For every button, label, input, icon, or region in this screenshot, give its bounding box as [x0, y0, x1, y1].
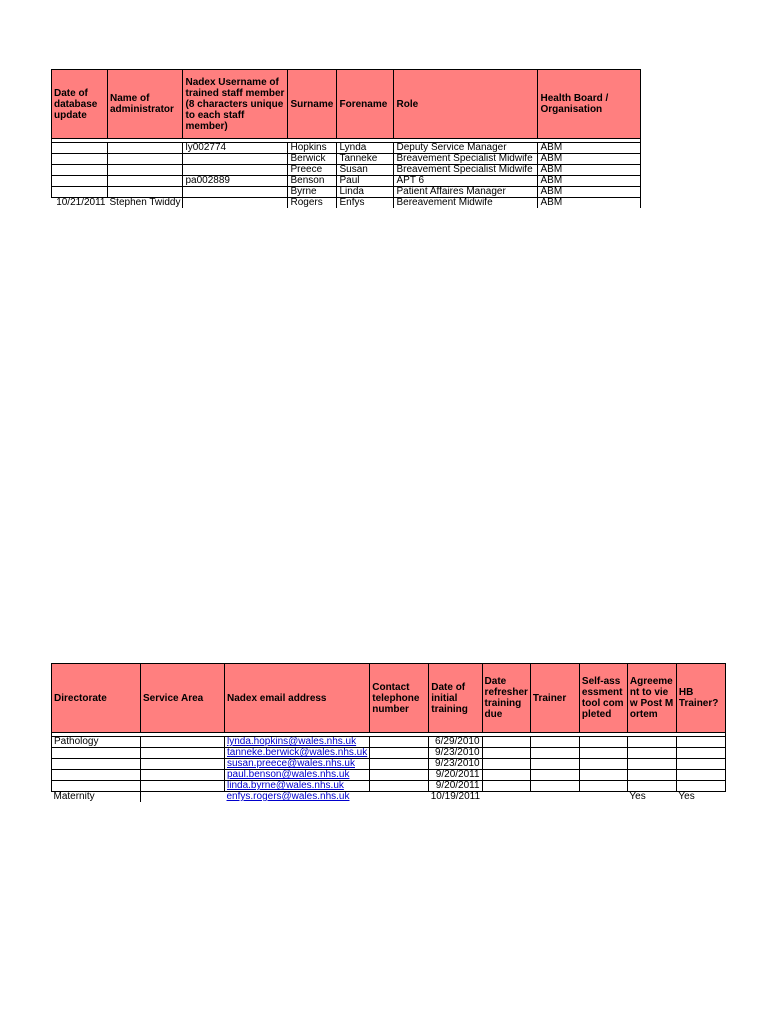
cell-email — [225, 759, 370, 770]
cell-refresher — [482, 737, 530, 748]
cell-hb-trainer — [676, 770, 725, 781]
cell-trainer — [530, 748, 579, 759]
cell-role: Bereavement Midwife — [394, 198, 538, 209]
cell-surname: Rogers — [288, 198, 337, 209]
cell-service-area — [141, 759, 225, 770]
cell-org: ABM — [538, 165, 641, 176]
cell-service-area — [141, 792, 225, 803]
email-link[interactable]: enfys.rogers@wales.nhs.uk — [226, 791, 350, 802]
table-row — [52, 198, 641, 209]
header-hb-trainer: HB Trainer? — [676, 664, 725, 733]
cell-username — [183, 187, 288, 198]
cell-initial-training: 9/23/2010 — [429, 748, 482, 759]
cell-phone — [370, 759, 429, 770]
cell-self-assessment — [579, 748, 627, 759]
table-row — [52, 165, 641, 176]
cell-username: ly002774 — [183, 143, 288, 154]
staff-table — [51, 69, 641, 208]
cell-hb-trainer — [676, 748, 725, 759]
cell-surname: Berwick — [288, 154, 337, 165]
cell-phone — [370, 781, 429, 792]
cell-role: Patient Affaires Manager — [394, 187, 538, 198]
cell-forename: Linda — [337, 187, 394, 198]
email-link[interactable]: lynda.hopkins@wales.nhs.uk — [227, 736, 357, 747]
cell-surname: Benson — [288, 176, 337, 187]
header-agreement-post-mortem: Agreement to view Post Mortem — [627, 664, 676, 733]
header-name-of-administrator: Name of administrator — [108, 70, 183, 139]
table-row — [52, 748, 726, 759]
cell-directorate: Pathology — [52, 737, 141, 748]
cell-admin — [108, 154, 183, 165]
cell-username: pa002889 — [183, 176, 288, 187]
header-date-initial-training: Date of initial training — [429, 664, 482, 733]
cell-role: Deputy Service Manager — [394, 143, 538, 154]
header-date-of-database-update: Date of database update — [52, 70, 108, 139]
cell-email — [225, 770, 370, 781]
cell-initial-training: 6/29/2010 — [429, 737, 482, 748]
cell-service-area — [141, 781, 225, 792]
cell-refresher — [482, 748, 530, 759]
cell-org: ABM — [538, 176, 641, 187]
cell-forename: Susan — [337, 165, 394, 176]
cell-agreement: Yes — [629, 791, 646, 802]
cell-refresher — [482, 781, 530, 792]
cell-date — [52, 165, 108, 176]
cell-date — [52, 154, 108, 165]
header-self-assessment: Self-assessment tool completed — [579, 664, 627, 733]
cell-username — [183, 198, 288, 209]
cell-refresher — [482, 759, 530, 770]
cell-trainer — [530, 792, 579, 803]
cell-date — [52, 143, 108, 154]
header-date-refresher-due: Date refresher training due — [482, 664, 530, 733]
cell-agreement — [627, 759, 676, 770]
cell-initial-training: 10/19/2011 — [430, 791, 481, 802]
cell-agreement — [627, 737, 676, 748]
cell-self-assessment — [579, 759, 627, 770]
table-row — [52, 759, 726, 770]
cell-phone — [370, 770, 429, 781]
cell-date: 10/21/2011 — [56, 197, 106, 208]
cell-username — [183, 165, 288, 176]
cell-admin — [108, 176, 183, 187]
cell-agreement — [627, 770, 676, 781]
cell-org: ABM — [538, 198, 641, 209]
cell-trainer — [530, 759, 579, 770]
cell-refresher — [482, 792, 530, 803]
table-header-row — [52, 70, 641, 139]
cell-forename: Lynda — [337, 143, 394, 154]
cell-initial-training: 9/20/2011 — [429, 770, 482, 781]
header-nadex-username: Nadex Username of trained staff member (8 characters unique to each staff member) — [183, 70, 288, 139]
cell-self-assessment — [579, 781, 627, 792]
cell-date — [52, 176, 108, 187]
cell-email — [225, 792, 370, 803]
header-surname: Surname — [288, 70, 337, 139]
email-link[interactable]: paul.benson@wales.nhs.uk — [227, 769, 350, 780]
cell-service-area — [141, 748, 225, 759]
cell-hb-trainer: Yes — [678, 791, 695, 802]
header-forename: Forename — [337, 70, 394, 139]
cell-phone — [370, 737, 429, 748]
header-trainer: Trainer — [530, 664, 579, 733]
cell-forename: Tanneke — [337, 154, 394, 165]
cell-username — [183, 154, 288, 165]
table-row — [52, 781, 726, 792]
cell-phone — [370, 748, 429, 759]
cell-trainer — [530, 737, 579, 748]
table-row — [52, 792, 726, 803]
header-role: Role — [394, 70, 538, 139]
table-row — [52, 176, 641, 187]
cell-self-assessment — [579, 792, 627, 803]
table-row — [52, 143, 641, 154]
cell-trainer — [530, 781, 579, 792]
cell-org: ABM — [538, 154, 641, 165]
cell-directorate — [52, 748, 141, 759]
cell-self-assessment — [579, 770, 627, 781]
cell-admin — [108, 143, 183, 154]
cell-date — [52, 187, 108, 198]
cell-initial-training: 9/23/2010 — [429, 759, 482, 770]
cell-hb-trainer — [676, 781, 725, 792]
header-nadex-email: Nadex email address — [225, 664, 370, 733]
cell-admin — [108, 187, 183, 198]
cell-surname: Preece — [288, 165, 337, 176]
cell-service-area — [141, 737, 225, 748]
cell-directorate — [52, 759, 141, 770]
cell-agreement — [627, 781, 676, 792]
cell-directorate: Maternity — [53, 791, 95, 802]
cell-forename: Paul — [337, 176, 394, 187]
cell-role: Breavement Specialist Midwife — [394, 154, 538, 165]
table-row — [52, 737, 726, 748]
cell-trainer — [530, 770, 579, 781]
cell-self-assessment — [579, 737, 627, 748]
cell-phone — [370, 792, 429, 803]
cell-email — [225, 781, 370, 792]
cell-hb-trainer — [676, 759, 725, 770]
cell-surname: Byrne — [288, 187, 337, 198]
table-header-row — [52, 664, 726, 733]
training-table — [51, 663, 726, 802]
cell-role: APT 6 — [394, 176, 538, 187]
cell-admin — [108, 165, 183, 176]
cell-agreement — [627, 748, 676, 759]
cell-surname: Hopkins — [288, 143, 337, 154]
cell-hb-trainer — [676, 737, 725, 748]
cell-refresher — [482, 770, 530, 781]
email-link[interactable]: tanneke.berwick@wales.nhs.uk — [227, 747, 368, 758]
cell-email — [225, 748, 370, 759]
cell-initial-training: 9/20/2011 — [429, 781, 482, 792]
table-row — [52, 154, 641, 165]
header-service-area: Service Area — [141, 664, 225, 733]
cell-service-area — [141, 770, 225, 781]
cell-directorate — [52, 770, 141, 781]
header-health-board: Health Board / Organisation — [538, 70, 641, 139]
table-row — [52, 187, 641, 198]
cell-role: Breavement Specialist Midwife — [394, 165, 538, 176]
cell-org: ABM — [538, 187, 641, 198]
header-contact-telephone: Contact telephone number — [370, 664, 429, 733]
cell-forename: Enfys — [337, 198, 394, 209]
cell-email — [225, 737, 370, 748]
cell-org: ABM — [538, 143, 641, 154]
cell-admin: Stephen Twiddy — [109, 197, 181, 208]
cell-directorate — [52, 781, 141, 792]
email-link[interactable]: linda.byrne@wales.nhs.uk — [227, 780, 344, 791]
email-link[interactable]: susan.preece@wales.nhs.uk — [227, 758, 355, 769]
header-directorate: Directorate — [52, 664, 141, 733]
table-row — [52, 770, 726, 781]
